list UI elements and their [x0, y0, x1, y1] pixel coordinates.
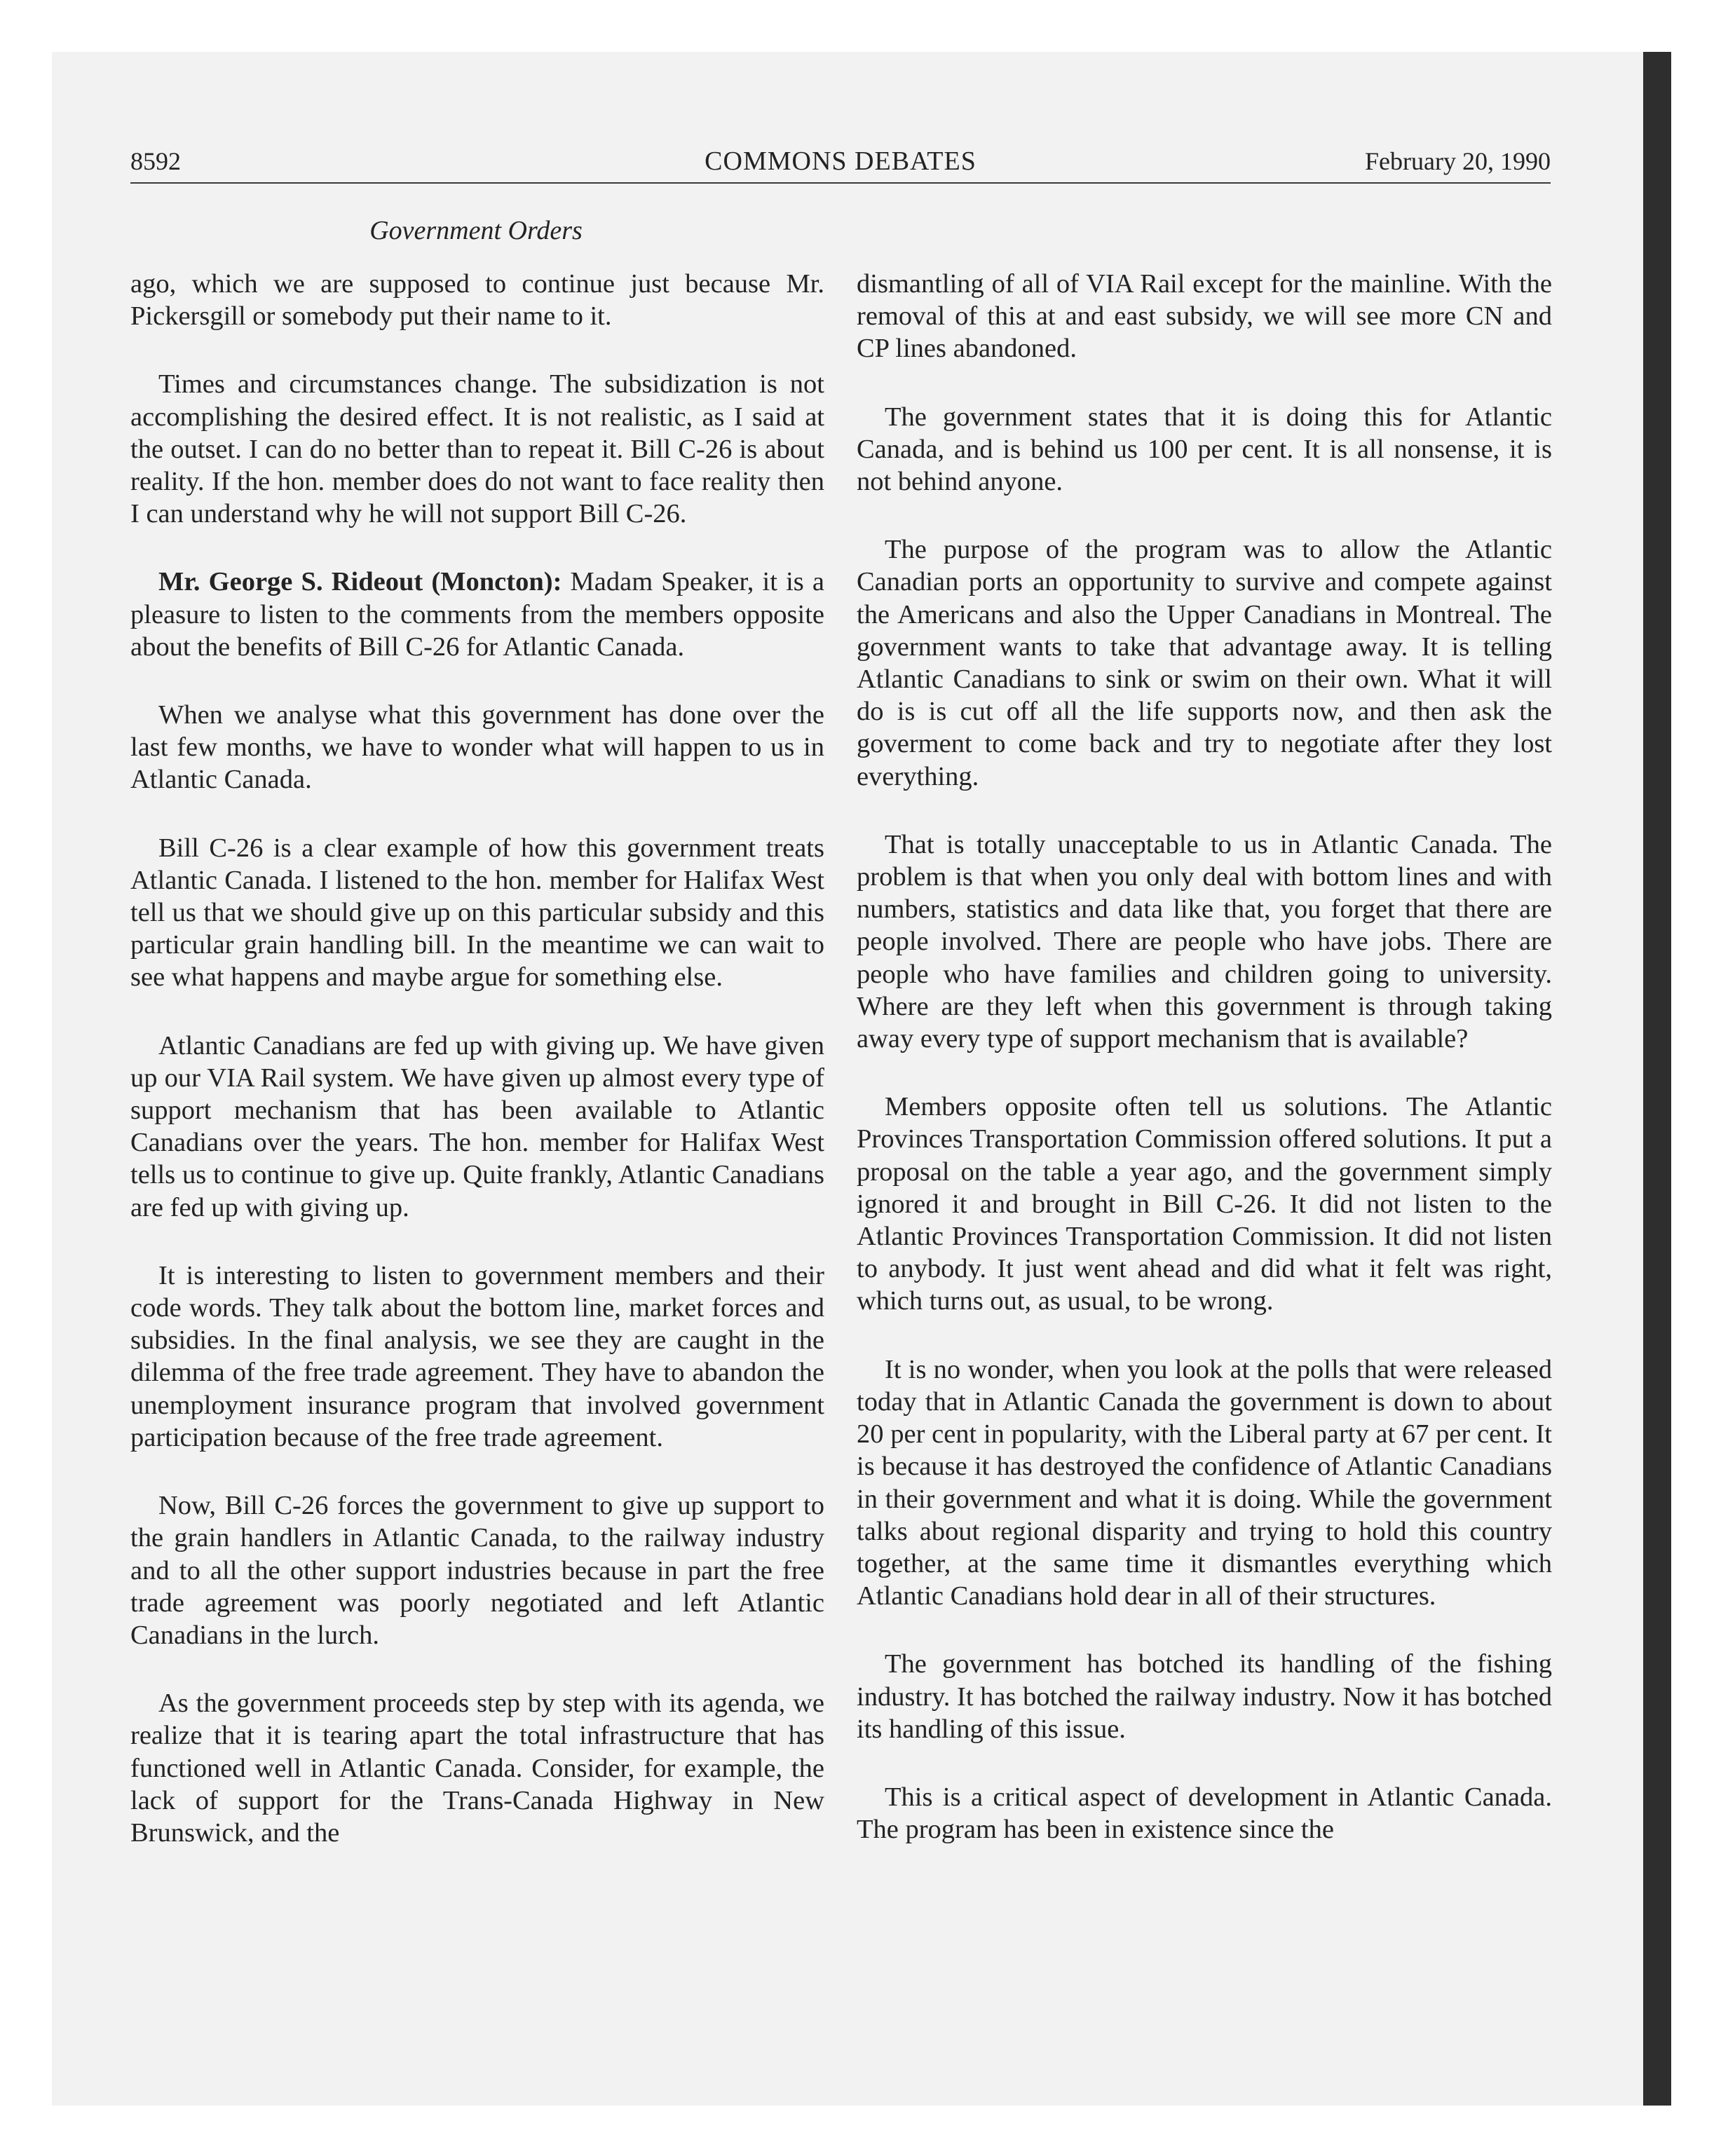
paragraph: Times and circumstances change. The subsidization is not accomplishing the desired effect. It is not realistic, as I said at the outset. I can do no better than to repeat it. Bill C-26 is about reality. If the hon. member does do not want to face reality then I can understand why he will not support Bill C-26. [130, 369, 824, 529]
publication-title: COMMONS DEBATES [705, 146, 977, 176]
speech-text: Madam Speaker, it is a pleasure to listen to the comments from the members opposite about the benefits of Bill C-26 for Atlantic Canada. [130, 567, 824, 662]
paragraph: ago, which we are supposed to continue just because Mr. Pickersgill or somebody put their name to it. [130, 269, 824, 332]
paragraph: When we analyse what this government has done over the last few months, we have to wonder what will happen to us in Atlantic Canada. [130, 700, 824, 795]
page-number: 8592 [130, 147, 181, 175]
left-column [130, 268, 824, 1849]
paragraph: dismantling of all of VIA Rail except for the mainline. With the removal of this at and east subsidy, we will see more CN and CP lines abandoned. [857, 269, 1552, 364]
paragraph: That is totally unacceptable to us in Atlantic Canada. The problem is that when you only deal with bottom lines and with numbers, statistics and data like that, you forget that there are people involved. There are people who have jobs. There are people who have families and children going to university. Where are they left when this government is through taking away every type of support mechanism that is available? [857, 829, 1552, 1054]
scan-edge-bar [1643, 52, 1671, 2106]
paragraph: Atlantic Canadians are fed up with giving up. We have given up our VIA Rail system. We have given up almost every type of support mechanism that has been available to Atlantic Canadians over the years. The hon. member for Halifax West tells us to continue to give up. Quite frankly, Atlantic Canadians are fed up with giving up. [130, 1030, 824, 1222]
paragraph: Bill C-26 is a clear example of how this government treats Atlantic Canada. I listened to the hon. member for Halifax West tell us that we should give up on this particular subsidy and this particular grain handling bill. In the meantime we can wait to see what happens and maybe argue for something else. [130, 833, 824, 992]
section-label: Government Orders [369, 216, 583, 245]
paragraph: It is no wonder, when you look at the polls that were released today that in Atlantic Canada the government is down to about 20 per cent in popularity, with the Liberal party at 67 per cent. It is because it has destroyed the confidence of Atlantic Canadians in their government and what it is doing. While the government talks about regional disparity and trying to hold this country together, at the same time it dismantles everything which Atlantic Canadians hold dear in all of their structures. [857, 1354, 1552, 1611]
paragraph: Members opposite often tell us solutions. The Atlantic Provinces Transportation Commission offered solutions. It put a proposal on the table a year ago, and the government simply ignored it and brought in Bill C-26. It did not listen to the Atlantic Provinces Transportation Commission. It did not listen to anybody. It just went ahead and did what it felt was right, which turns out, as usual, to be wrong. [857, 1092, 1552, 1316]
speaker-name: Mr. George S. Rideout (Moncton): [158, 567, 562, 597]
paragraph: The purpose of the program was to allow the Atlantic Canadian ports an opportunity to survive and compete against the Americans and also the Upper Canadians in Montreal. The government wants to take that advantage away. It is telling Atlantic Canadians to sink or swim on their own. What it will do is is cut off all the life supports now, and then ask the goverment to come back and try to negotiate after they lost everything. [857, 535, 1552, 791]
paragraph: The government has botched its handling of the fishing industry. It has botched the railway industry. Now it has botched its handling of this issue. [857, 1649, 1552, 1744]
right-column [857, 268, 1552, 1845]
page-header [130, 140, 1551, 182]
paragraph: As the government proceeds step by step with its agenda, we realize that it is tearing apart the total infrastructure that has functioned well in Atlantic Canada. Consider, for example, the lack of support for the Trans-Canada Highway in New Brunswick, and the [130, 1688, 824, 1848]
paragraph: Now, Bill C-26 forces the government to give up support to the grain handlers in Atlantic Canada, to the railway industry and to all the other support industries because in part the free trade agreement was poorly negotiated and left Atlantic Canadians in the lurch. [130, 1491, 824, 1650]
paragraph: This is a critical aspect of development in Atlantic Canada. The program has been in existence since the [857, 1782, 1552, 1845]
speech-paragraph [130, 566, 824, 663]
header-rule [130, 182, 1551, 184]
publication-date: February 20, 1990 [1365, 147, 1551, 175]
paragraph: The government states that it is doing this for Atlantic Canada, and is behind us 100 per cent. It is all nonsense, it is not behind anyone. [857, 402, 1552, 497]
paragraph: It is interesting to listen to government members and their code words. They talk about the bottom line, market forces and subsidies. In the final analysis, we see they are caught in the dilemma of the free trade agreement. They have to abandon the unemployment insurance program that involved government participation because of the free trade agreement. [130, 1260, 824, 1452]
